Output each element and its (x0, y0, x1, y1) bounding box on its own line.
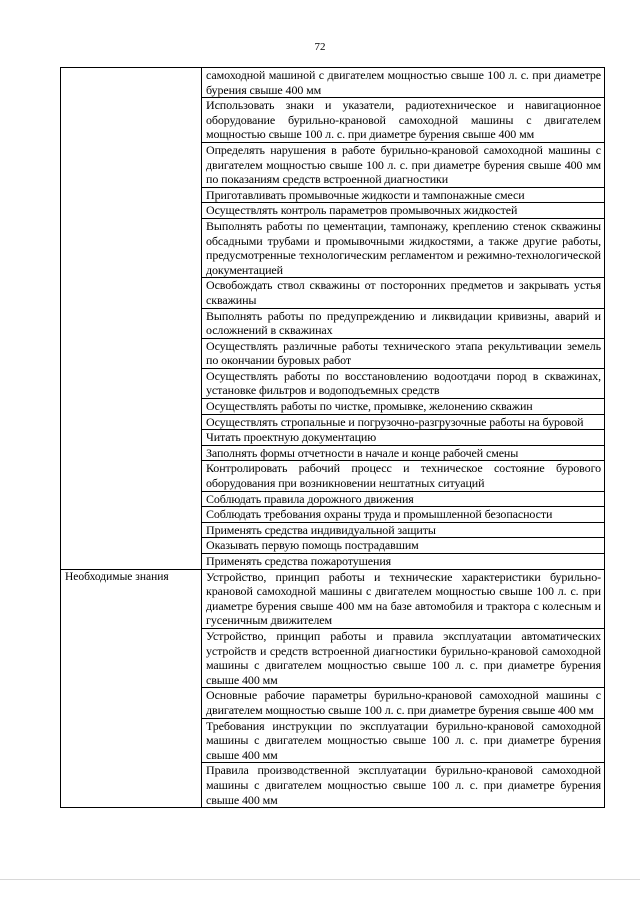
skill-item: Осуществлять различные работы технического этапа рекультивации земель по окончании буровых работ (202, 338, 605, 368)
page-number: 72 (314, 41, 326, 53)
skill-item: Применять средства индивидуальной защиты (202, 522, 605, 538)
skill-item: Оказывать первую помощь пострадавшим (202, 538, 605, 554)
skill-item: Осуществлять стропальные и погрузочно-разгрузочные работы на буровой (202, 414, 605, 430)
qualification-table (60, 67, 605, 808)
knowledge-item: Основные рабочие параметры бурильно-крановой самоходной машины с двигателем мощностью свыше 100 л. с. при диаметре бурения свыше 400 мм (202, 688, 605, 718)
knowledge-label: Необходимые знания (61, 569, 202, 808)
skill-item: Осуществлять работы по чистке, промывке, желонению скважин (202, 399, 605, 415)
skill-item: самоходной машиной с двигателем мощностью свыше 100 л. с. при диаметре бурения свыше 400 мм (202, 68, 605, 98)
skill-item: Заполнять формы отчетности в начале и конце рабочей смены (202, 445, 605, 461)
skill-item: Читать проектную документацию (202, 430, 605, 446)
knowledge-item: Правила производственной эксплуатации бурильно-крановой самоходной машины с двигателем мощностью свыше 100 л. с. при диаметре бурения свыше 400 мм (202, 763, 605, 808)
skill-item: Применять средства пожаротушения (202, 554, 605, 570)
skill-item: Соблюдать правила дорожного движения (202, 491, 605, 507)
skills-row (61, 68, 605, 98)
skill-item: Приготавливать промывочные жидкости и тампонажные смеси (202, 187, 605, 203)
skill-item: Осуществлять работы по восстановлению водоотдачи пород в скважинах, установке фильтров и водоподъемных средств (202, 368, 605, 398)
skill-item: Выполнять работы по цементации, тампонажу, креплению стенок скважины обсадными трубами и промывочными жидкостями, а также другие работы, предусмотренные технологическим регламентом и режимно-технологической документацией (202, 218, 605, 277)
skill-item: Освобождать ствол скважины от посторонних предметов и закрывать устья скважины (202, 278, 605, 308)
knowledge-item: Требования инструкции по эксплуатации бурильно-крановой самоходной машины с двигателем мощностью свыше 100 л. с. при диаметре бурения свыше 400 мм (202, 718, 605, 763)
skill-item: Соблюдать требования охраны труда и промышленной безопасности (202, 507, 605, 523)
skill-item: Выполнять работы по предупреждению и ликвидации кривизны, аварий и осложнений в скважинах (202, 308, 605, 338)
table-body (61, 68, 605, 808)
skill-item: Контролировать рабочий процесс и техническое состояние бурового оборудования при возникновении нештатных ситуаций (202, 461, 605, 491)
bottom-divider (0, 879, 640, 880)
skills-label-cell (61, 68, 202, 570)
knowledge-row (61, 569, 605, 628)
knowledge-item: Устройство, принцип работы и технические характеристики бурильно-крановой самоходной машины с двигателем мощностью свыше 100 л. с. при диаметре бурения свыше 400 мм на базе автомобиля и трактора с колесным и гусеничным движителем (202, 569, 605, 628)
skill-item: Использовать знаки и указатели, радиотехническое и навигационное оборудование бурильно-крановой самоходной машины с двигателем мощностью свыше 100 л. с. при диаметре бурения свыше 400 мм (202, 98, 605, 143)
skill-item: Осуществлять контроль параметров промывочных жидкостей (202, 203, 605, 219)
knowledge-item: Устройство, принцип работы и правила эксплуатации автоматических устройств и средств встроенной диагностики бурильно-крановой самоходной машины с двигателем мощностью свыше 100 л. с. при диаметре бурения свыше 400 мм (202, 628, 605, 687)
skill-item: Определять нарушения в работе бурильно-крановой самоходной машины с двигателем мощностью свыше 100 л. с. при диаметре бурения свыше 400 мм по показаниям средств встроенной диагностики (202, 142, 605, 187)
